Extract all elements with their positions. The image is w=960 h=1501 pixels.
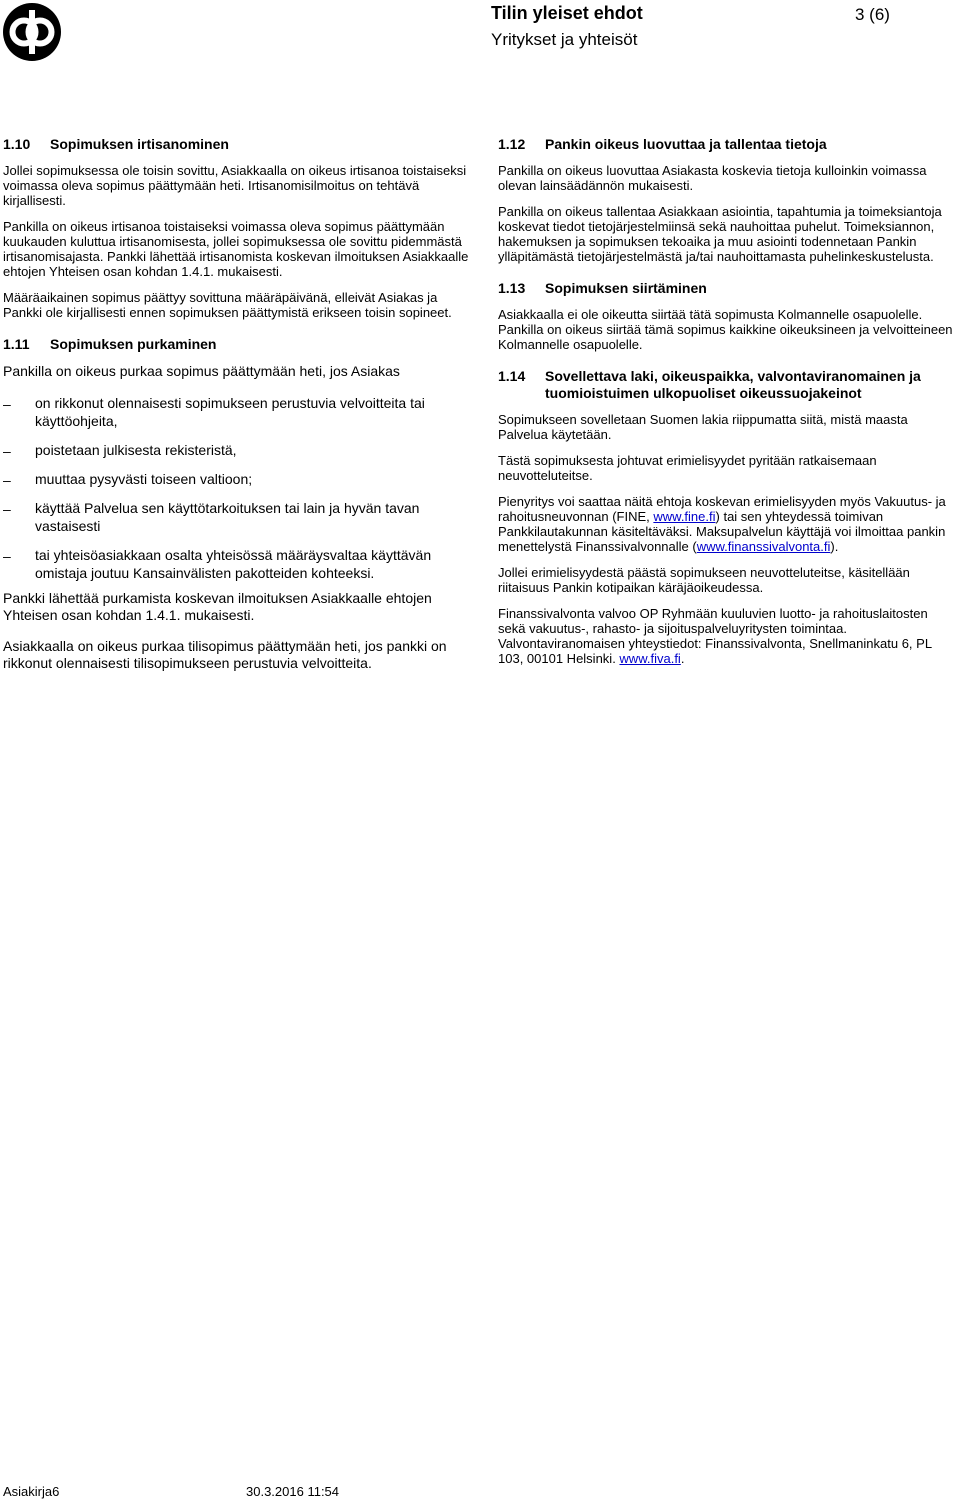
section-heading-1-10 [3,136,475,153]
paragraph: Pankilla on oikeus luovuttaa Asiakasta koskevia tietoja kulloinkin voimassa olevan lainsäädännön mukaisesti. [498,163,927,193]
paragraph: Pankilla on oikeus irtisanoa toistaiseksi voimassa oleva sopimus päättymään kuukauden kuluttua irtisanomisesta, jollei sopimuksessa ole sovittu pidemmästä irtisanomisajasta. Pankki lähettää irtisanomista koskevan ilmoituksen Asiakkaalle ehtojen Yhteisen osan kohdan 1.4.1. mukaisesti. [3,219,469,279]
paragraph: Jollei erimielisyydestä päästä sopimukseen neuvotteluteitse, käsitellään riitaisuus Pankin kotipaikan käräjäoikeudessa. [498,565,910,595]
paragraph: Pankilla on oikeus purkaa sopimus päättymään heti, jos Asiakas [3,363,400,379]
left-column [3,136,475,683]
document-subtitle: Yritykset ja yhteisöt [491,30,638,49]
dash-bullet: – [3,548,11,564]
paragraph: Pankki lähettää purkamista koskevan ilmoituksen Asiakkaalle ehtojen Yhteisen osan kohdan 1.4.1. mukaisesti. [3,590,432,623]
dash-bullet: – [3,501,11,517]
document-title: Tilin yleiset ehdot [491,3,643,23]
list-item: – muuttaa pysyvästi toiseen valtioon; [3,471,253,488]
section-heading-1-11 [3,336,475,353]
paragraph: Jollei sopimuksessa ole toisin sovittu, Asiakkaalla on oikeus irtisanoa toistaiseksi voimassa oleva sopimus päättymään heti. Irtisanomisilmoitus on tehtävä kirjallisesti. [3,163,467,208]
dash-bullet: – [3,472,11,488]
section-heading-1-14 [498,368,956,402]
section-number: 1.10 [3,136,31,152]
section-number: 1.13 [498,280,526,296]
termination-grounds-list [3,394,475,582]
fiva-link[interactable]: www.fiva.fi [619,651,681,666]
section-title: Sovellettava laki, oikeuspaikka, valvontaviranomainen ja tuomioistuimen ulkopuoliset oikeussuojakeinot [545,368,921,401]
paragraph: Asiakkaalla ei ole oikeutta siirtää tätä sopimusta Kolmannelle osapuolelle. Pankilla on oikeus siirtää tämä sopimus kaikkine oikeuksineen ja velvoitteineen Kolmannelle osapuolelle. [498,307,953,352]
section-title: Sopimuksen siirtäminen [545,280,707,296]
paragraph: Sopimukseen sovelletaan Suomen lakia riippumatta siitä, mistä maasta Palvelua käytetään. [498,412,908,442]
dash-bullet: – [3,396,11,412]
fine-link[interactable]: www.fine.fi [653,509,716,524]
footer-date: 30.3.2016 11:54 [246,1484,340,1499]
list-item: – käyttää Palvelua sen käyttötarkoituksen tai lain ja hyvän tavan vastaisesti [3,500,420,534]
list-item: – tai yhteisöasiakkaan osalta yhteisössä määräysvaltaa käyttävän omistaja joutuu Kansainvälisten pakotteiden kohteeksi. [3,547,432,581]
section-number: 1.12 [498,136,526,152]
paragraph: Pienyritys voi saattaa näitä ehtoja koskevan erimielisyyden myös Vakuutus- ja rahoitusneuvonnan (FINE, www.fine.fi) tai sen yhteydessä toimivan Pankkilautakunnan käsiteltäväksi. Maksupalvelun käyttäjä voi ilmoittaa pankin menettelystä Finanssivalvonnalle (www.finanssivalvonta.fi). [498,494,946,554]
paragraph: Pankilla on oikeus tallentaa Asiakkaan asiointia, tapahtumia ja toimeksiantoja koskevat tiedot tietojärjestelmiinsä sekä nauhoittaa puhelut. Toimeksiannon, hakemuksen ja sopimuksen tekoaika ja muu asiointi todennetaan Pankin ylläpitämästä tietojärjestelmästä ja/tai nauhoittamasta puhelinkeskustelusta. [498,204,942,264]
section-title: Sopimuksen irtisanominen [50,136,229,152]
right-column [498,136,956,677]
op-logo-icon [2,2,62,62]
paragraph: Tästä sopimuksesta johtuvat erimielisyydet pyritään ratkaisemaan neuvotteluteitse. [498,453,877,483]
section-heading-1-12 [498,136,956,153]
list-item: – poistetaan julkisesta rekisteristä, [3,442,237,459]
list-item: – on rikkonut olennaisesti sopimukseen perustuvia velvoitteita tai käyttöohjeita, [3,395,425,429]
dash-bullet: – [3,443,11,459]
section-heading-1-13 [498,280,956,297]
section-number: 1.11 [3,336,30,352]
footer-document-name: Asiakirja6 [3,1484,60,1499]
paragraph: Määräaikainen sopimus päättyy sovittuna määräpäivänä, elleivät Asiakas ja Pankki ole kirjallisesti ennen sopimuksen päättymistä erikseen toisin sopineet. [3,290,452,320]
section-number: 1.14 [498,368,526,384]
page-number: 3 (6) [855,5,890,24]
finanssivalvonta-link[interactable]: www.finanssivalvonta.fi [696,539,831,554]
section-title: Sopimuksen purkaminen [50,336,217,352]
section-title: Pankin oikeus luovuttaa ja tallentaa tietoja [545,136,827,152]
paragraph: Finanssivalvonta valvoo OP Ryhmään kuuluvien luotto- ja rahoituslaitosten sekä vakuutus-, rahasto- ja sijoituspalveluyritysten toimintaa. Valvontaviranomaisen yhteystiedot: Finanssivalvonta, Snellmaninkatu 6, PL 103, 00101 Helsinki. www.fiva.fi. [498,606,932,666]
paragraph: Asiakkaalla on oikeus purkaa tilisopimus päättymään heti, jos pankki on rikkonut olennaisesti tilisopimukseen perustuvia velvoitteita. [3,638,447,671]
